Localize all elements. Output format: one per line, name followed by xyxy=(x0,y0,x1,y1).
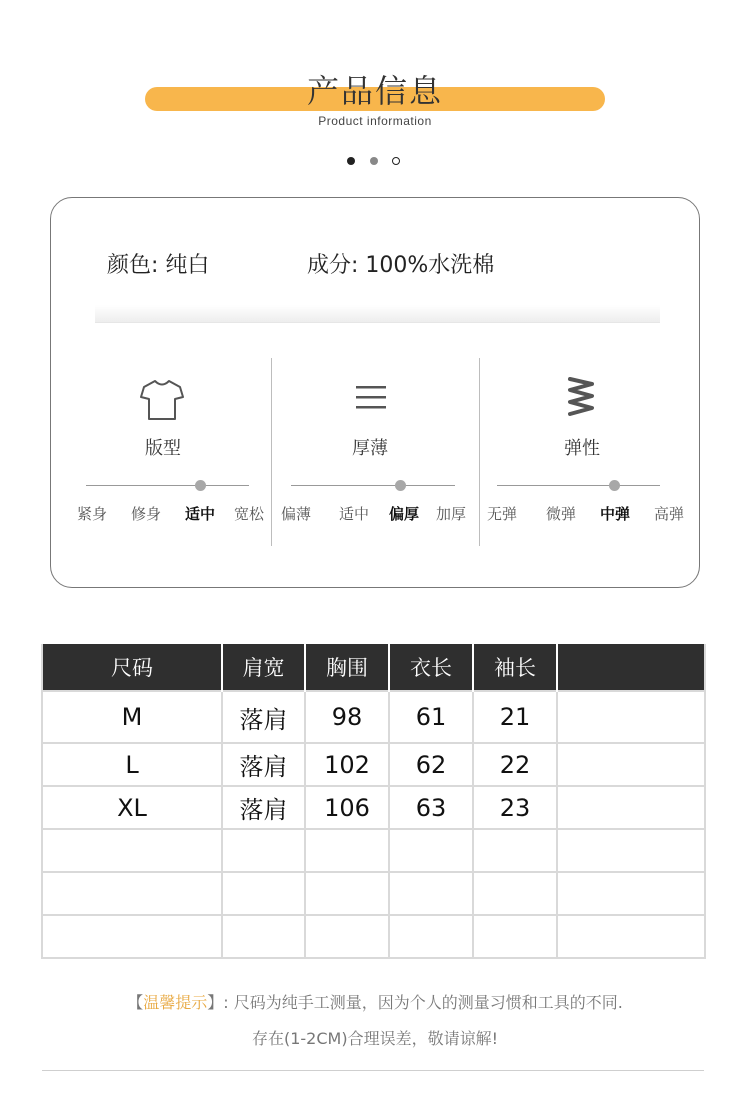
cell-length: 62 xyxy=(389,743,473,786)
fit-scale-knob xyxy=(195,480,206,491)
cell-empty xyxy=(557,829,705,872)
cell-chest xyxy=(305,872,389,915)
table-row xyxy=(42,691,705,743)
cell-size: L xyxy=(42,743,222,786)
table-row xyxy=(42,786,705,829)
header-sleeve: 袖长 xyxy=(473,644,557,691)
cell-empty xyxy=(557,786,705,829)
color-info: 颜色: 纯白 xyxy=(107,253,210,278)
bottom-divider xyxy=(42,1070,704,1071)
cell-shoulder: 落肩 xyxy=(222,786,305,829)
cell-sleeve xyxy=(473,915,557,958)
page-title: 产品信息 xyxy=(306,72,443,110)
header-size: 尺码 xyxy=(42,644,222,691)
column-divider xyxy=(479,358,480,546)
cell-size xyxy=(42,872,222,915)
pager-dot-1 xyxy=(347,157,355,165)
fit-option: 紧身 xyxy=(77,505,108,523)
page-subtitle: Product information xyxy=(318,114,432,128)
cell-chest xyxy=(305,829,389,872)
measurement-note xyxy=(0,990,750,1013)
spring-icon xyxy=(567,376,595,422)
table-row xyxy=(42,872,705,915)
cell-shoulder xyxy=(222,829,305,872)
header-empty xyxy=(557,644,705,691)
elasticity-option-selected: 中弹 xyxy=(600,505,631,523)
cell-empty xyxy=(557,691,705,743)
attribute-label-elasticity: 弹性 xyxy=(564,438,600,459)
thickness-option: 加厚 xyxy=(436,505,467,523)
cell-chest: 106 xyxy=(305,786,389,829)
elasticity-option: 高弹 xyxy=(654,505,685,523)
column-divider xyxy=(271,358,272,546)
cell-sleeve xyxy=(473,872,557,915)
note-line-1: : 尺码为纯手工测量，因为个人的测量习惯和工具的不同. xyxy=(223,993,623,1012)
table-row xyxy=(42,915,705,958)
fit-option: 宽松 xyxy=(234,505,265,523)
cell-chest xyxy=(305,915,389,958)
fit-scale-track xyxy=(86,485,249,486)
note-line-2: 存在(1-2CM)合理误差，敬请谅解! xyxy=(251,1029,498,1048)
cell-shoulder xyxy=(222,872,305,915)
cell-empty xyxy=(557,915,705,958)
cell-empty xyxy=(557,743,705,786)
cell-length xyxy=(389,915,473,958)
cell-sleeve: 23 xyxy=(473,786,557,829)
elasticity-option: 无弹 xyxy=(487,505,518,523)
cell-size: M xyxy=(42,691,222,743)
cell-empty xyxy=(557,872,705,915)
tshirt-icon xyxy=(139,378,185,426)
cell-shoulder: 落肩 xyxy=(222,691,305,743)
cell-length: 63 xyxy=(389,786,473,829)
pager-dot-2 xyxy=(370,157,378,165)
cell-chest: 98 xyxy=(305,691,389,743)
header-length: 衣长 xyxy=(389,644,473,691)
cell-size xyxy=(42,829,222,872)
thickness-scale-knob xyxy=(395,480,406,491)
attribute-label-fit: 版型 xyxy=(145,438,181,459)
cell-shoulder: 落肩 xyxy=(222,743,305,786)
attribute-label-thickness: 厚薄 xyxy=(352,438,388,459)
cell-sleeve: 22 xyxy=(473,743,557,786)
thickness-option: 偏薄 xyxy=(281,505,312,523)
fit-option: 修身 xyxy=(131,505,162,523)
lines-icon xyxy=(356,385,386,415)
header-shoulder: 肩宽 xyxy=(222,644,305,691)
thickness-option: 适中 xyxy=(339,505,370,523)
table-header-row xyxy=(42,644,705,691)
elasticity-scale-track xyxy=(497,485,660,486)
cell-length xyxy=(389,872,473,915)
cell-sleeve xyxy=(473,829,557,872)
composition-info: 成分: 100%水洗棉 xyxy=(307,253,495,278)
fit-option-selected: 适中 xyxy=(185,505,216,523)
elasticity-option: 微弹 xyxy=(546,505,577,523)
tip-label: 温馨提示 xyxy=(143,993,208,1012)
elasticity-scale-knob xyxy=(609,480,620,491)
cell-size: XL xyxy=(42,786,222,829)
cell-length: 61 xyxy=(389,691,473,743)
bracket-close: 】 xyxy=(207,993,224,1012)
cell-shoulder xyxy=(222,915,305,958)
thickness-scale-track xyxy=(291,485,455,486)
cell-sleeve: 21 xyxy=(473,691,557,743)
table-row xyxy=(42,829,705,872)
table-row xyxy=(42,743,705,786)
thickness-option-selected: 偏厚 xyxy=(389,505,420,523)
cell-chest: 102 xyxy=(305,743,389,786)
cell-size xyxy=(42,915,222,958)
size-table xyxy=(41,644,706,959)
bracket-open: 【 xyxy=(127,993,144,1012)
pager-dot-3 xyxy=(392,157,400,165)
header-chest: 胸围 xyxy=(305,644,389,691)
cell-length xyxy=(389,829,473,872)
card-divider xyxy=(95,305,660,323)
